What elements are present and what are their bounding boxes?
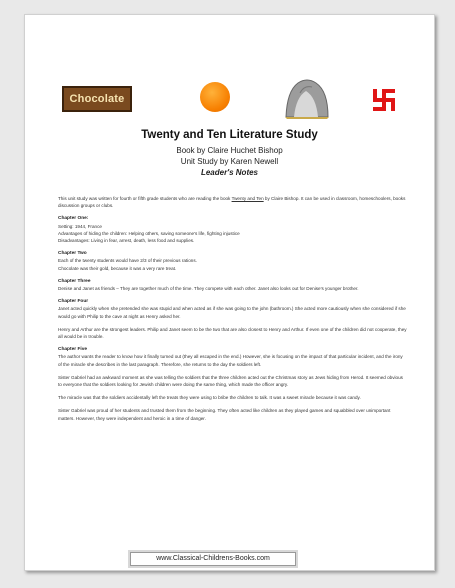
orange-fruit-icon xyxy=(200,82,230,112)
intro-paragraph xyxy=(58,195,407,209)
book-author: Book by Claire Huchet Bishop xyxy=(176,146,283,155)
intro-text: This unit study was written for fourth or fifth grade students who are reading the book xyxy=(58,196,232,201)
chapter-three-section xyxy=(58,278,407,292)
chapter-one-heading: Chapter One: xyxy=(58,216,89,222)
website-link[interactable]: www.Classical-Childrens-Books.com xyxy=(130,552,296,566)
chapter-four-paragraph: Janet acted quickly when she pretended she was stupid and when acted as if she was going to the john (bathroom.) She acted more cautiously when she considered if she would go with Philip to the cave at night as Henry asked her. xyxy=(58,306,406,319)
chocolate-label: Chocolate xyxy=(69,93,125,105)
chapter-four-section xyxy=(58,298,407,340)
document-page xyxy=(24,14,435,571)
chapter-five-paragraph: Sister Gabriel had an awkward moment as she was telling the soldiers that the three children acted out the Christmas story as Jews hiding from Herod. It seemed obvious to everyone that the soldiers looking for Jewish children were doing the same thing, which made the officer angry. xyxy=(58,374,403,388)
chapter-four-heading: Chapter Four xyxy=(58,299,89,305)
chapter-two-heading: Chapter Two xyxy=(58,251,87,257)
intro-text-end: by Claire Bishop. It can be used in classroom, homeschoolers, books discussion groups or clubs. xyxy=(58,196,406,209)
chapter-five-heading: Chapter Five xyxy=(58,347,88,353)
chapter-one-line: Advantages of hiding the children: Helping others, saving someone's life, fighting injustice xyxy=(58,230,240,236)
chapter-four-paragraph: Henry and Arthur are the strongest leaders. Philip and Janet seem to be the two that are also closest to Henry and Arthur. If even one of the children did not cooperate, they all would be in trouble. xyxy=(58,326,407,340)
chapter-two-line: Each of the twenty students would have 2/3 of their previous rations. xyxy=(58,258,197,264)
chocolate-bar-image xyxy=(62,86,132,112)
chapter-two-line: Chocolate was their gold, because it was a very rare treat. xyxy=(58,265,177,271)
chapter-three-text: Denise and Janet as friends – They are together much of the time. They compete with each other. Janet also looks out for Denise's younger brother. xyxy=(58,286,359,292)
chapter-one-section xyxy=(58,215,407,244)
book-title: Twenty and Ten xyxy=(231,196,264,201)
chapter-five-paragraph: Sister Gabriel was proud of her students and trusted them from the beginning. They often acted like children as they played games and squabbled over unimportant matters. However, they were independent and heroic in a time of danger. xyxy=(58,408,391,421)
chapter-three-heading: Chapter Three xyxy=(58,278,91,284)
leaders-notes-heading: Leader's Notes xyxy=(200,168,259,177)
header-images xyxy=(25,77,434,127)
chapter-five-section xyxy=(58,346,407,422)
document-title: Twenty and Ten Literature Study xyxy=(141,129,318,141)
chapter-two-section xyxy=(58,250,407,272)
swastika-icon xyxy=(371,87,397,113)
chapter-five-paragraph: The miracle was that the soldiers accidentally left the treats they were using to bribe the children to talk. It was a sweet miracle because it was candy. xyxy=(58,395,361,401)
study-author: Unit Study by Karen Newell xyxy=(180,157,279,166)
chapter-one-line: Disadvantages: Living in fear, arrest, death, less food and supplies. xyxy=(58,238,195,244)
chapter-five-paragraph: The author wants the reader to know how it finally turned out (they all escaped in the end.) However, she is focusing on the impact of that particular incident, and the irony of the miracle she describes in the last paragraph. Therefore, she returns to the day the soldiers left. xyxy=(58,354,403,367)
cave-icon xyxy=(284,77,330,119)
document-body xyxy=(58,195,407,428)
chapter-one-line: Setting: 1944, France xyxy=(58,223,102,229)
